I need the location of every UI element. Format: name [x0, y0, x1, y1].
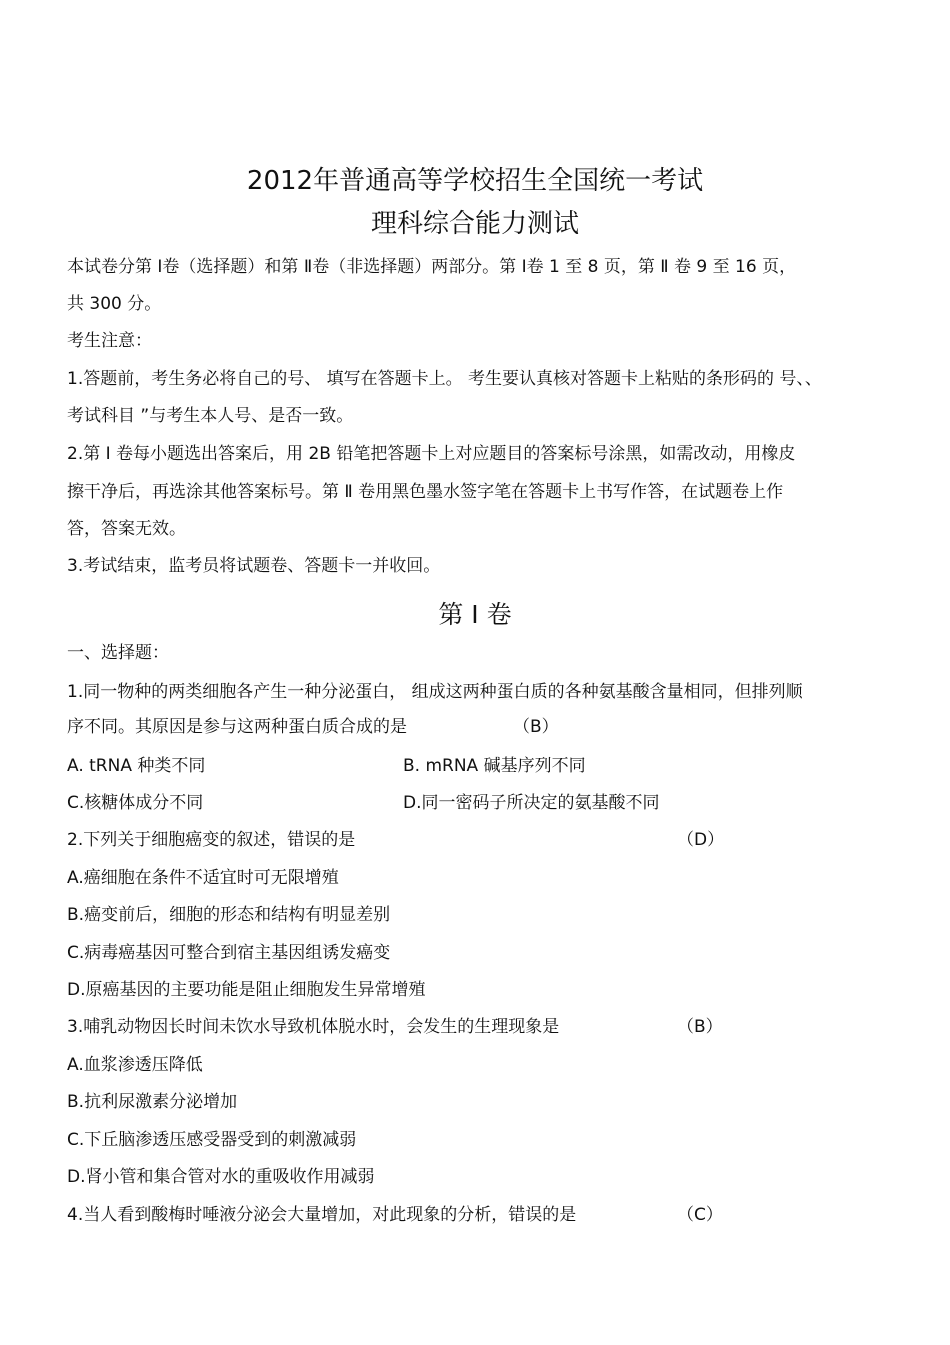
question-3-option-d: D.肾小管和集合管对水的重吸收作用减弱 — [67, 1167, 375, 1187]
question-2-stem: 2.下列关于细胞癌变的叙述，错误的是 — [67, 830, 356, 850]
question-3-answer: （B） — [677, 1017, 723, 1037]
question-4-answer: （C） — [677, 1205, 723, 1225]
question-3-stem: 3.哺乳动物因长时间未饮水导致机体脱水时，会发生的生理现象是 — [67, 1017, 560, 1037]
question-2-option-d: D.原癌基因的主要功能是阻止细胞发生异常增殖 — [67, 980, 426, 1000]
question-3-option-a: A.血浆渗透压降低 — [67, 1055, 203, 1075]
notice-item-2-line-1: 2.第 Ⅰ 卷每小题选出答案后，用 2B 铅笔把答题卡上对应题目的答案标号涂黑，如需改动，用橡皮 — [67, 444, 796, 464]
question-1-stem-line-1: 1.同一物种的两类细胞各产生一种分泌蛋白， 组成这两种蛋白质的各种氨基酸含量相同，但排列顺 — [67, 682, 803, 702]
section-part-heading: 一、选择题： — [67, 643, 169, 663]
intro-line-1: 本试卷分第 Ⅰ卷（选择题）和第 Ⅱ卷（非选择题）两部分。第 Ⅰ卷 1 至 8 页，第 Ⅱ 卷 9 至 16 页， — [67, 257, 797, 277]
question-1-answer: （B） — [513, 717, 559, 737]
question-1-option-d: D.同一密码子所决定的氨基酸不同 — [403, 793, 660, 813]
question-3-option-c: C.下丘脑渗透压感受器受到的刺激减弱 — [67, 1130, 357, 1150]
question-1-option-a: A. tRNA 种类不同 — [67, 756, 206, 776]
intro-line-2: 共 300 分。 — [67, 294, 162, 314]
page-subtitle: 理科综合能力测试 — [370, 209, 579, 239]
notice-item-1-line-2: 考试科目 ”与考生本人号、是否一致。 — [67, 406, 354, 426]
question-2-option-a: A.癌细胞在条件不适宜时可无限增殖 — [67, 868, 339, 888]
question-2-option-c: C.病毒癌基因可整合到宿主基因组诱发癌变 — [67, 943, 391, 963]
question-3-option-b: B.抗利尿激素分泌增加 — [67, 1092, 238, 1112]
notice-item-2-line-2: 擦干净后，再选涂其他答案标号。第 Ⅱ 卷用黑色墨水签字笔在答题卡上书写作答，在试题卷上作 — [67, 482, 784, 502]
page-title: 2012年普通高等学校招生全国统一考试 — [246, 166, 704, 196]
notice-item-3: 3.考试结束，监考员将试题卷、答题卡一并收回。 — [67, 556, 441, 576]
section-title: 第 Ⅰ 卷 — [438, 600, 512, 629]
notice-heading: 考生注意： — [67, 331, 152, 351]
question-1-stem-line-2: 序不同。其原因是参与这两种蛋白质合成的是 — [67, 717, 407, 737]
question-1-option-c: C.核糖体成分不同 — [67, 793, 204, 813]
question-2-answer: （D） — [677, 830, 725, 850]
question-1-option-b: B. mRNA 碱基序列不同 — [403, 756, 586, 776]
question-4-stem: 4.当人看到酸梅时唾液分泌会大量增加，对此现象的分析，错误的是 — [67, 1205, 577, 1225]
notice-item-2-line-3: 答，答案无效。 — [67, 519, 186, 539]
notice-item-1-line-1: 1.答题前，考生务必将自己的号、 填写在答题卡上。 考生要认真核对答题卡上粘贴的条形码的 号、、 — [67, 369, 822, 389]
question-2-option-b: B.癌变前后，细胞的形态和结构有明显差别 — [67, 905, 391, 925]
